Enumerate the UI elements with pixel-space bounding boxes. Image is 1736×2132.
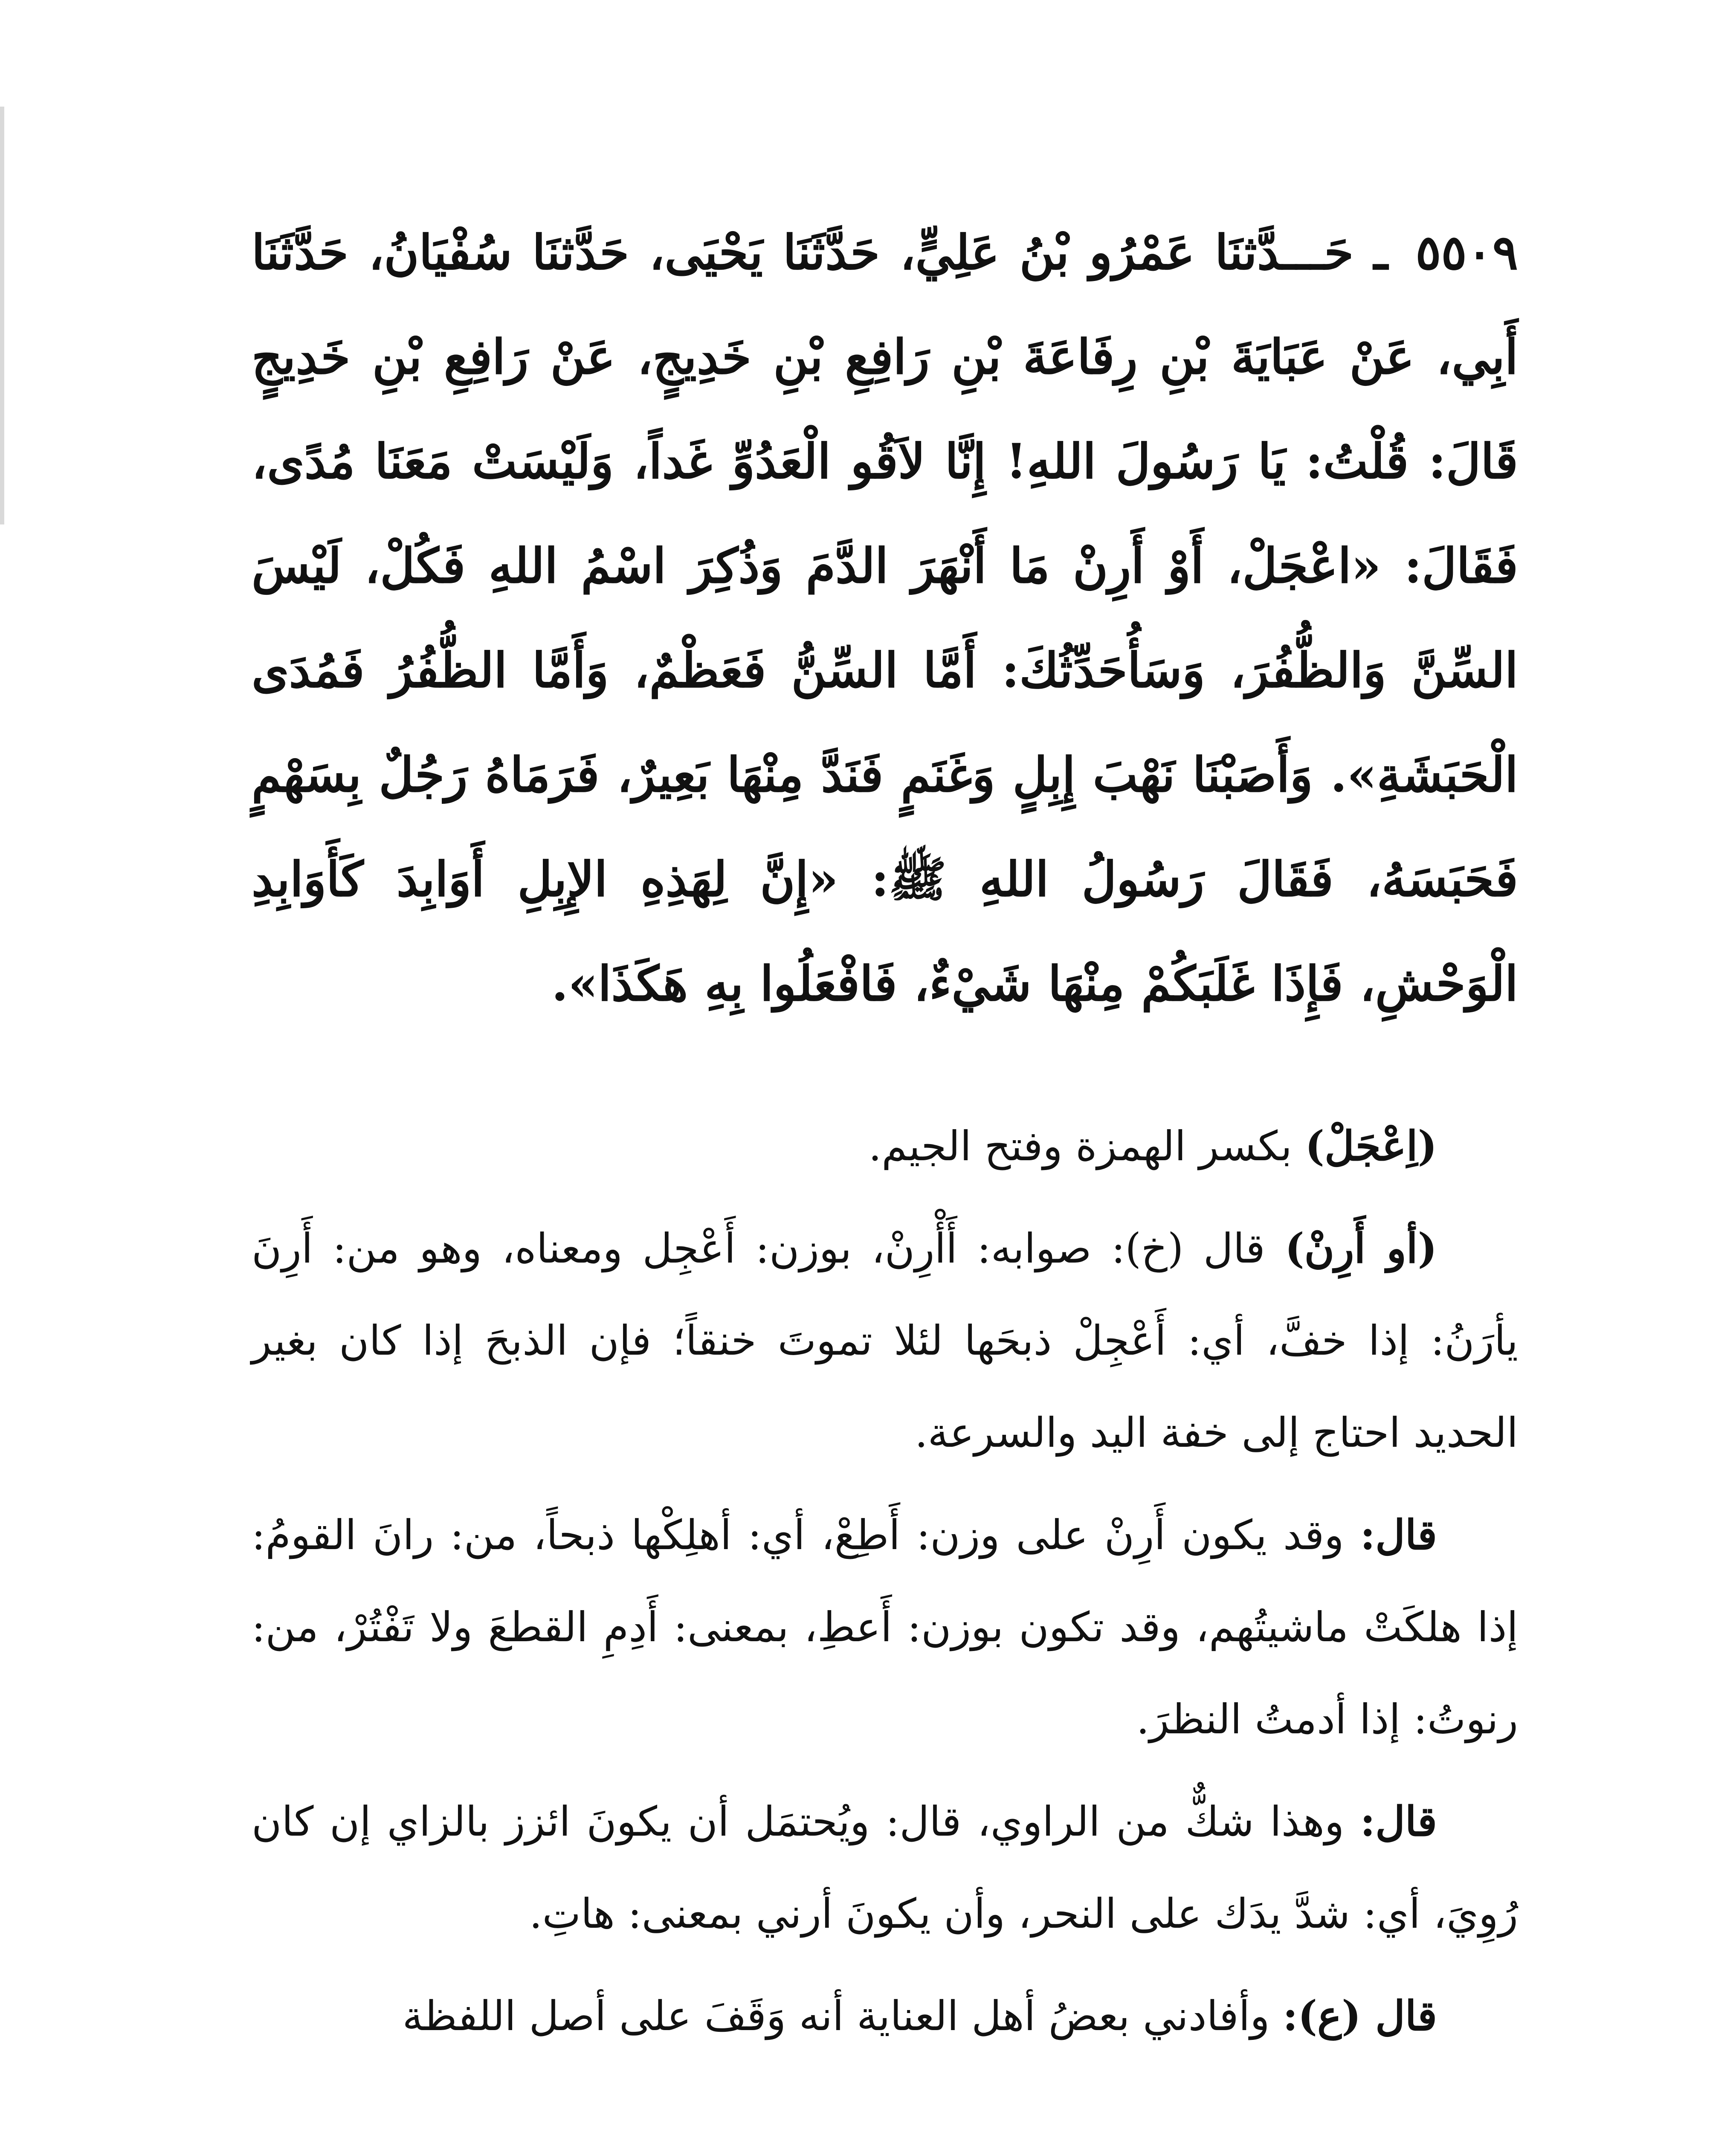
commentary-paragraph [252, 1489, 1518, 1765]
hadith-block [252, 200, 1518, 1036]
commentary-paragraph [252, 1202, 1518, 1479]
commentary-text: وأفادني بعضُ أهل العناية أنه وَقَفَ على أصل اللفظة [402, 1992, 1283, 2040]
commentary-label: (اِعْجَلْ) [1305, 1122, 1437, 1170]
commentary-label: (أو أَرِنْ) [1285, 1224, 1437, 1272]
hadith-text: حَـــدَّثنَا عَمْرُو بْنُ عَلِيٍّ، حَدَّثَنَا يَحْيَى، حَدَّثنَا سُفْيَانُ، حَدَّثَنَا أَبِي، عَنْ عَبَايَةَ بْنِ رِفَاعَةَ بْنِ رَافِعِ بْنِ خَدِيجٍ، عَنْ رَافِعِ بْنِ خَدِيجٍ قَالَ: قُلْتُ: يَا رَسُولَ اللهِ! إِنَّا لاَقُو الْعَدُوِّ غَداً، وَلَيْسَتْ مَعَنَا مُدًى، فَقَالَ: «اعْجَلْ، أَوْ أَرِنْ مَا أَنْهَرَ الدَّمَ وَذُكِرَ اسْمُ اللهِ فَكُلْ، لَيْسَ السِّنَّ وَالظُّفُرَ، وَسَأُحَدِّثُكَ: أَمَّا السِّنُّ فَعَظْمٌ، وَأَمَّا الظُّفُرُ فَمُدَى الْحَبَشَةِ». وَأَصَبْنَا نَهْبَ إِبِلٍ وَغَنَمٍ فَنَدَّ مِنْهَا بَعِيرٌ، فَرَمَاهُ رَجُلٌ بِسَهْمٍ فَحَبَسَهُ، فَقَالَ رَسُولُ اللهِ ﷺ: «إِنَّ لِهَذِهِ الإِبِلِ أَوَابِدَ كَأَوَابِدِ الْوَحْشِ، فَإِذَا غَلَبَكُمْ مِنْهَا شَيْءٌ، فَافْعَلُوا بِهِ هَكَذَا». [252, 225, 1518, 1012]
hadith-dash: ـ [1374, 225, 1388, 281]
commentary-text: بكسر الهمزة وفتح الجيم. [868, 1122, 1305, 1170]
hadith-number: ٥٥٠٩ [1415, 225, 1518, 281]
commentary-text: قال (خ): صوابه: أَأْرِنْ، بوزن: أَعْجِل ومعناه، وهو من: أَرِنَ يأرَنُ: إذا خفَّ، أي: أَعْجِلْ ذبحَها لئلا تموتَ خنقاً؛ فإن الذبحَ إذا كان بغير الحديد احتاج إلى خفة اليد والسرعة. [252, 1225, 1519, 1457]
commentary-text: وهذا شكٌّ من الراوي، قال: ويُحتمَل أن يكونَ ائزز بالزاي إن كان رُوِيَ، أي: شدَّ يدَك على النحر، وأن يكونَ أرني بمعنى: هاتِ. [252, 1798, 1518, 1938]
commentary-paragraph [252, 1776, 1518, 1960]
commentary-paragraph [252, 1100, 1518, 1192]
book-page [252, 200, 1518, 2072]
commentary-label: قال: [1360, 1511, 1437, 1559]
scan-edge-shadow [0, 107, 4, 524]
commentary-label: قال (ع): [1283, 1992, 1437, 2040]
commentary [252, 1100, 1518, 2062]
commentary-text: وقد يكون أَرِنْ على وزن: أَطِعْ، أي: أهلِكْها ذبحاً، من: رانَ القومُ: إذا هلكَتْ ماشيتُهم، وقد تكون بوزن: أَعطِ، بمعنى: أَدِمِ القطعَ ولا تَفْتُرْ، من: رنوتُ: إذا أدمتُ النظرَ. [252, 1511, 1518, 1743]
commentary-label: قال: [1360, 1797, 1437, 1845]
commentary-paragraph [252, 1970, 1518, 2062]
